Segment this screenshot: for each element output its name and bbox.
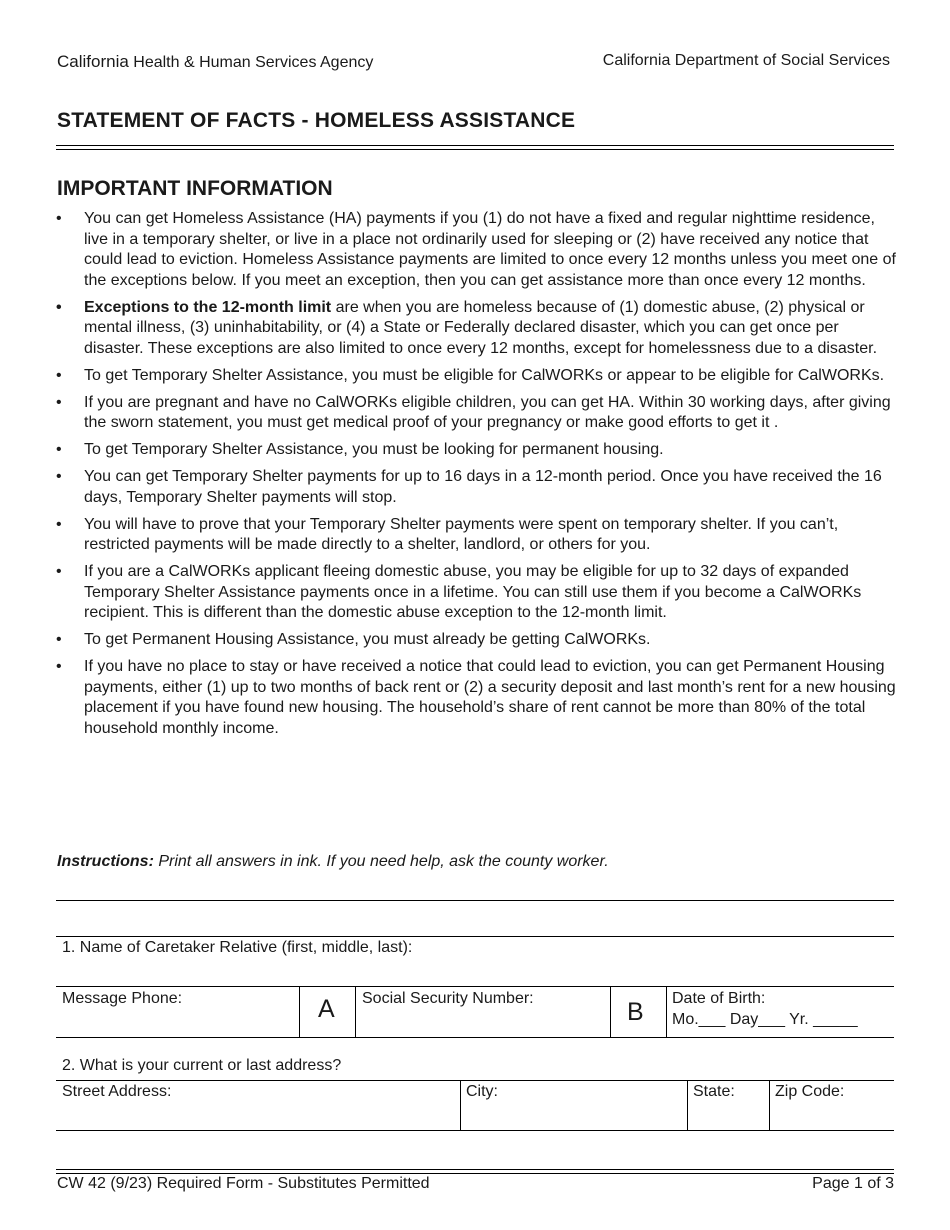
city-field[interactable] (466, 1104, 684, 1128)
caretaker-name-field[interactable] (62, 962, 892, 984)
address-question: 2. What is your current or last address? (62, 1057, 342, 1074)
ssn-field[interactable] (362, 1010, 607, 1034)
bullet-icon: • (56, 563, 62, 580)
box-b-marker: B (627, 998, 644, 1026)
list-item-text: If you have no place to stay or have received a notice that could lead to eviction, you can get Permanent Housing payments, either (1) up to two months of back rent or (2) a security deposit and last month’s rent for a new housing placement if you have found new housing. The household’s share of rent cannot be more than 80% of the total household monthly income. (84, 658, 896, 737)
dob-label: Date of Birth: (672, 990, 766, 1007)
list-item (56, 562, 896, 624)
q1-top-line (56, 936, 894, 937)
list-item (56, 393, 896, 434)
bullet-icon: • (56, 515, 62, 533)
list-item-text: If you are pregnant and have no CalWORKs eligible children, you can get HA. Within 30 working days, after giving the sworn statement, you must get medical proof of your pregnancy or make good efforts to get it . (84, 393, 891, 431)
list-item (56, 209, 896, 291)
list-item-text: You can get Temporary Shelter payments for up to 16 days in a 12-month period. Once you have received the 16 days, Temporary Shelter payments will stop. (84, 468, 882, 506)
list-item-text: To get Permanent Housing Assistance, you must already be getting CalWORKs. (84, 631, 651, 648)
list-item-text: To get Temporary Shelter Assistance, you must be eligible for CalWORKs or appear to be eligible for CalWORKs. (84, 366, 885, 384)
bullet-icon: • (56, 658, 62, 675)
street-address-label: Street Address: (62, 1083, 172, 1100)
form-rule-top (56, 900, 894, 901)
agency-rest: Health & Human Services Agency (128, 54, 374, 71)
state-field[interactable] (693, 1104, 765, 1128)
list-item-text: You will have to prove that your Temporary Shelter payments were spent on temporary shelter. If you can’t, restricted payments will be made directly to a shelter, landlord, or others for you. (84, 515, 839, 553)
street-address-field[interactable] (62, 1104, 456, 1128)
list-item (56, 366, 896, 387)
state-label: State: (693, 1083, 735, 1100)
list-item-text: are when you are homeless because of (1) domestic abuse, (2) physical or mental illness, (3) uninhabitability, or (4) a State or Federally declared disaster, which you can get once per disaster. These exceptions are also limited to once every 12 months, except for homelessness due to a disaster. (84, 298, 878, 357)
bullet-icon: • (56, 468, 62, 485)
divider (299, 986, 300, 1037)
bullet-icon: • (56, 298, 62, 316)
divider (355, 986, 356, 1037)
row2-top-line (56, 986, 894, 987)
divider (687, 1080, 688, 1130)
title-rule-top (56, 145, 894, 146)
list-item-text: To get Temporary Shelter Assistance, you must be looking for permanent housing. (84, 441, 664, 458)
caretaker-name-label: 1. Name of Caretaker Relative (first, middle, last): (62, 939, 413, 956)
footer-rule-top (56, 1169, 894, 1170)
bullet-icon: • (56, 366, 62, 384)
bullet-icon: • (56, 631, 62, 648)
footer-rule-bottom (56, 1173, 894, 1174)
message-phone-label: Message Phone: (62, 990, 183, 1007)
form-title: STATEMENT OF FACTS - HOMELESS ASSISTANCE (57, 109, 576, 132)
agency-prefix: California (57, 52, 129, 71)
important-info-list (56, 209, 896, 746)
form-identifier: CW 42 (9/23) Required Form - Substitutes Permitted (57, 1175, 430, 1192)
ssn-label: Social Security Number: (362, 990, 534, 1007)
bullet-icon: • (56, 393, 62, 411)
row3-bottom-line (56, 1130, 894, 1131)
divider (460, 1080, 461, 1130)
important-info-title: IMPORTANT INFORMATION (57, 177, 333, 200)
list-item (56, 467, 896, 508)
city-label: City: (466, 1083, 498, 1100)
row2-bottom-line (56, 1037, 894, 1038)
box-a-marker: A (318, 995, 335, 1023)
instructions (57, 853, 609, 871)
department-name: California Department of Social Services (602, 52, 890, 69)
list-item-text: If you are a CalWORKs applicant fleeing domestic abuse, you may be eligible for up to 32 days of expanded Temporary Shelter Assistance payments once in a lifetime. You can still use them if you become a CalWORKs recipient. This is different than the domestic abuse exception to the 12-month limit. (84, 563, 862, 621)
bullet-icon: • (56, 210, 62, 227)
list-item (56, 657, 896, 739)
list-item (56, 515, 896, 556)
list-item (56, 440, 896, 461)
message-phone-field[interactable] (62, 1010, 296, 1034)
bullet-icon: • (56, 441, 62, 458)
divider (610, 986, 611, 1037)
instructions-text: Print all answers in ink. If you need help, ask the county worker. (153, 853, 609, 870)
zip-code-label: Zip Code: (775, 1083, 845, 1100)
agency-name (57, 52, 373, 72)
title-rule-bottom (56, 149, 894, 150)
zip-code-field[interactable] (775, 1104, 891, 1128)
list-item-text: You can get Homeless Assistance (HA) payments if you (1) do not have a fixed and regular nighttime residence, live in a temporary shelter, or live in a place not ordinarily used for sleeping or (2) have received any notice that could lead to eviction. Homeless Assistance payments are limited to once every 12 months unless you meet one of the exceptions below. If you meet an exception, then you can get assistance more than once every 12 months. (84, 210, 896, 289)
divider (769, 1080, 770, 1130)
page-number: Page 1 of 3 (812, 1175, 894, 1192)
list-item (56, 298, 896, 360)
divider (666, 986, 667, 1037)
dob-field[interactable]: Mo.___ Day___ Yr. _____ (672, 1011, 858, 1028)
exceptions-label: Exceptions to the 12-month limit (84, 298, 332, 316)
instructions-label: Instructions: (57, 853, 154, 870)
list-item (56, 630, 896, 651)
